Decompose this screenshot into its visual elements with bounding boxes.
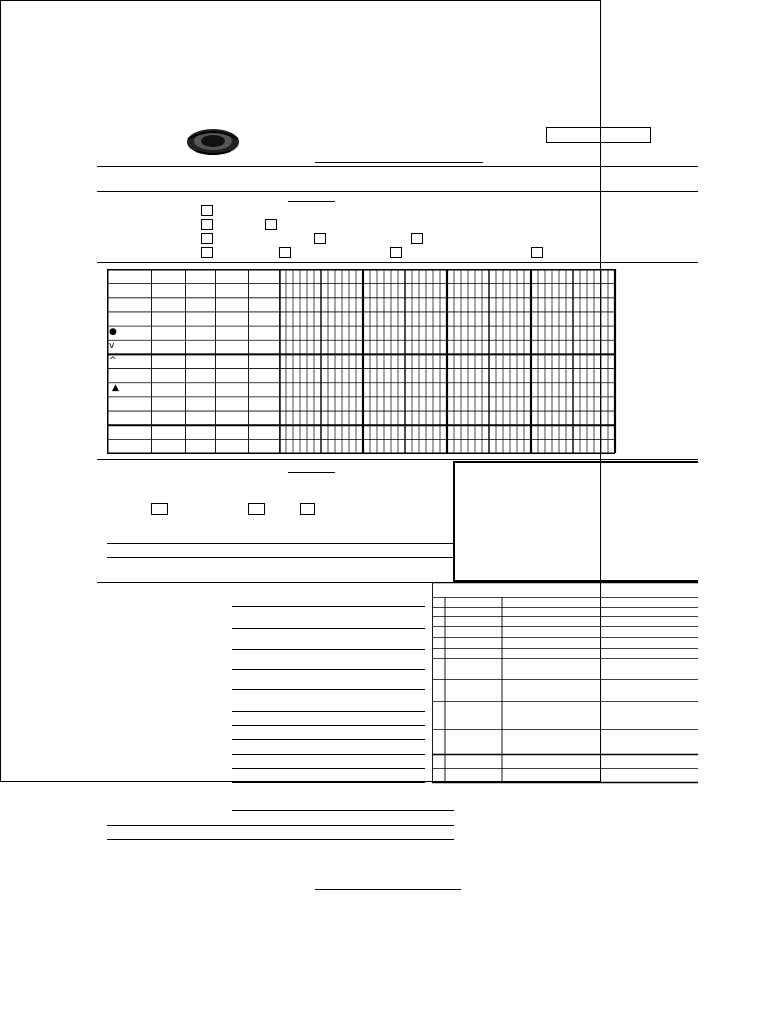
option-checkbox-5[interactable] — [314, 233, 326, 244]
remarks-line-1[interactable] — [107, 543, 453, 544]
field-line-10[interactable] — [232, 768, 425, 769]
status-checkbox-3[interactable] — [300, 503, 315, 515]
notes-panel[interactable] — [453, 461, 698, 582]
grid-lines — [107, 269, 617, 454]
field-line-8[interactable] — [232, 739, 425, 740]
section-heading-underline — [288, 201, 335, 202]
option-checkbox-10[interactable] — [531, 247, 543, 258]
remarks-line-2[interactable] — [107, 557, 453, 558]
option-checkbox-3[interactable] — [265, 219, 277, 230]
data-grid — [107, 269, 617, 454]
middle-heading-underline — [288, 472, 335, 473]
option-checkbox-1[interactable] — [201, 205, 213, 216]
record-table-lines — [432, 582, 698, 784]
field-line-3[interactable] — [232, 649, 425, 650]
option-checkbox-8[interactable] — [279, 247, 291, 258]
field-line-6[interactable] — [232, 711, 425, 712]
field-line-1[interactable] — [232, 606, 425, 607]
field-line-4[interactable] — [232, 669, 425, 670]
option-checkbox-6[interactable] — [411, 233, 423, 244]
caret-marker-icon: ^ — [109, 356, 117, 366]
signature-line-1[interactable] — [232, 810, 454, 811]
field-line-2[interactable] — [232, 628, 425, 629]
option-checkbox-4[interactable] — [201, 233, 213, 244]
seal-emblem-icon — [186, 127, 240, 157]
grid-section-divider — [97, 262, 698, 263]
field-line-7[interactable] — [232, 725, 425, 726]
status-checkbox-1[interactable] — [151, 503, 168, 515]
footer-underline — [315, 889, 461, 890]
info-divider — [97, 191, 698, 192]
form-id-box[interactable] — [546, 127, 651, 143]
field-line-5[interactable] — [232, 689, 425, 690]
option-checkbox-2[interactable] — [201, 219, 213, 230]
option-checkbox-7[interactable] — [201, 247, 213, 258]
signature-line-2[interactable] — [107, 825, 454, 826]
triangle-marker-icon: ▲ — [112, 383, 119, 393]
check-marker-icon: v — [109, 341, 115, 351]
field-line-11[interactable] — [232, 782, 425, 783]
option-checkbox-9[interactable] — [390, 247, 402, 258]
middle-divider — [97, 459, 698, 460]
title-underline — [315, 162, 483, 163]
field-line-9[interactable] — [232, 754, 425, 755]
signature-line-3[interactable] — [107, 839, 454, 840]
header-divider — [97, 166, 698, 167]
status-checkbox-2[interactable] — [248, 503, 265, 515]
dot-marker-icon: ● — [109, 327, 117, 337]
record-table — [432, 582, 698, 784]
